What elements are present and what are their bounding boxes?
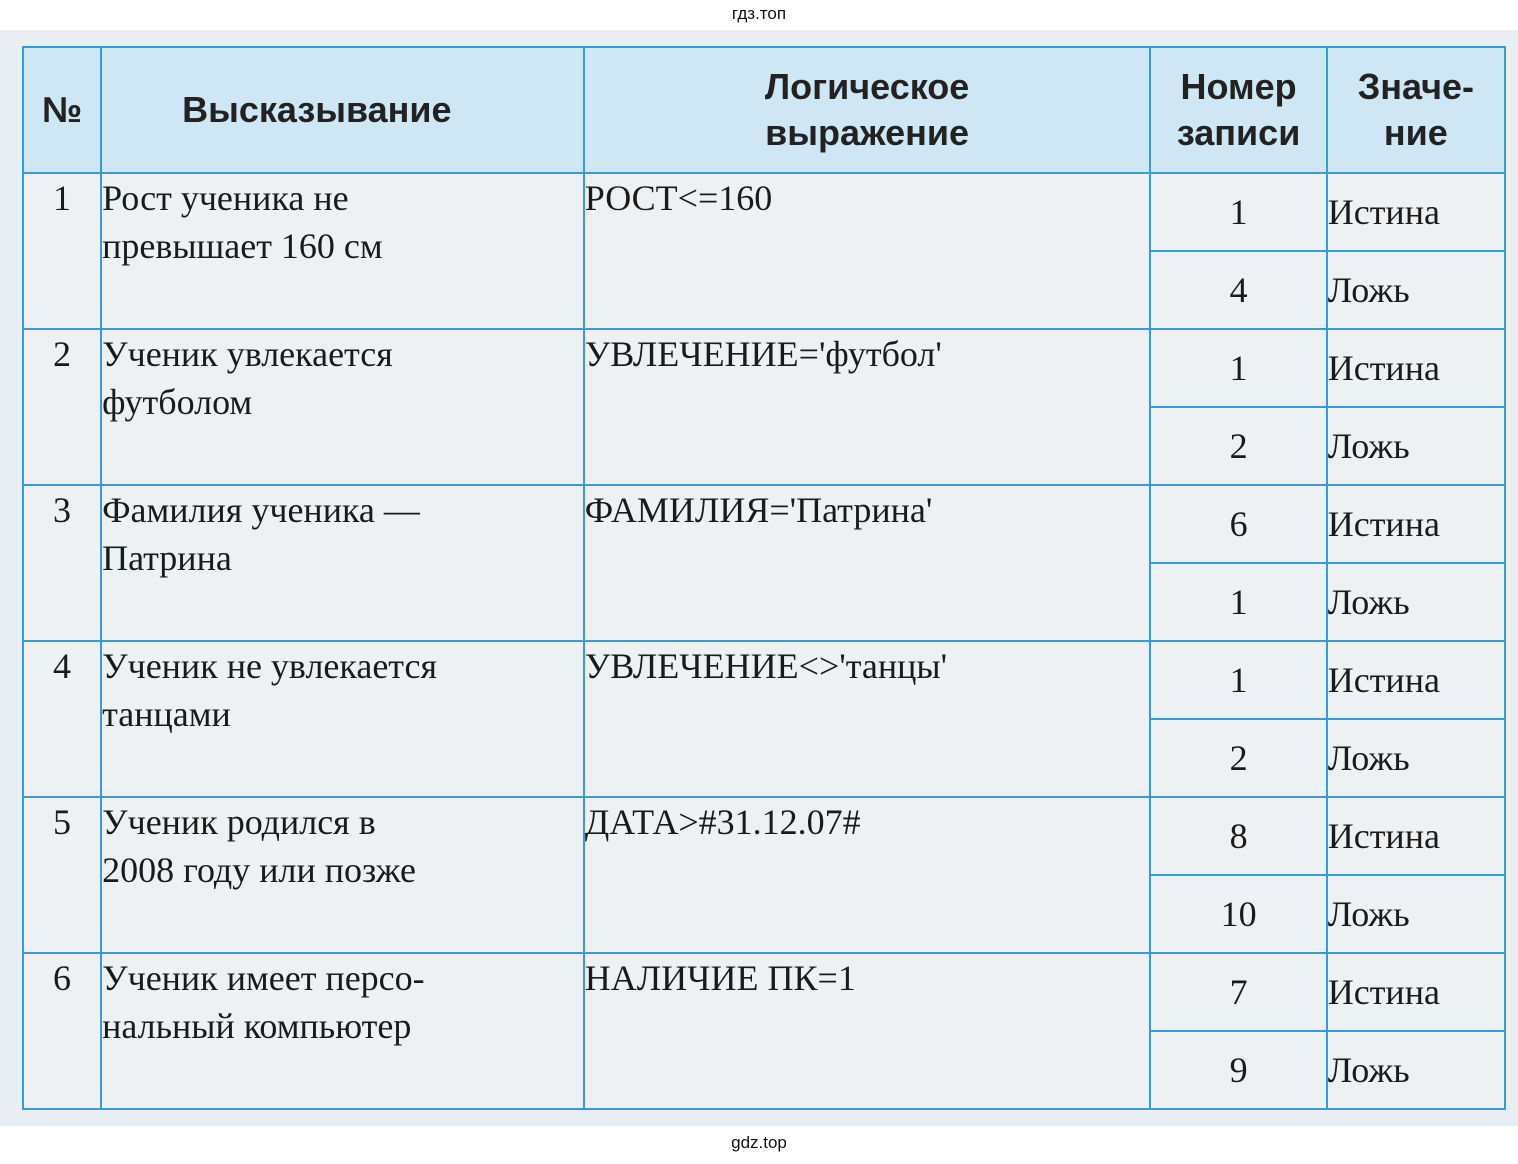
table-body <box>23 173 1505 1109</box>
row-expression: НАЛИЧИЕ ПК=1 <box>584 953 1151 1109</box>
table-row <box>23 641 1505 719</box>
record-number: 6 <box>1150 485 1326 563</box>
row-statement <box>101 485 584 641</box>
row-expression: ФАМИЛИЯ='Патрина' <box>584 485 1151 641</box>
header-value-line2: ние <box>1383 112 1448 153</box>
result-value: Истина <box>1327 485 1505 563</box>
statement-line2: нальный компьютер <box>102 1006 412 1046</box>
statement-line1: Ученик имеет персо- <box>102 958 425 998</box>
watermark-top: гдз.топ <box>731 4 787 23</box>
row-statement <box>101 953 584 1109</box>
row-expression: ДАТА>#31.12.07# <box>584 797 1151 953</box>
statement-line1: Рост ученика не <box>102 178 349 218</box>
header-expression <box>584 47 1151 173</box>
result-value: Ложь <box>1327 719 1505 797</box>
result-value: Ложь <box>1327 251 1505 329</box>
record-number: 1 <box>1150 641 1326 719</box>
watermark-bottom: gdz.top <box>731 1133 787 1152</box>
record-number: 10 <box>1150 875 1326 953</box>
statement-line1: Ученик не увлекается <box>102 646 438 686</box>
row-number: 2 <box>23 329 101 485</box>
table-row <box>23 329 1505 407</box>
row-expression: РОСТ<=160 <box>584 173 1151 329</box>
result-value: Истина <box>1327 329 1505 407</box>
record-number: 7 <box>1150 953 1326 1031</box>
row-number: 4 <box>23 641 101 797</box>
table-row <box>23 953 1505 1031</box>
table-row <box>23 797 1505 875</box>
result-value: Ложь <box>1327 407 1505 485</box>
header-expression-line2: выражение <box>765 112 970 153</box>
record-number: 1 <box>1150 173 1326 251</box>
row-number: 1 <box>23 173 101 329</box>
record-number: 1 <box>1150 563 1326 641</box>
statement-line2: 2008 году или позже <box>102 850 416 890</box>
result-value: Истина <box>1327 797 1505 875</box>
row-number: 5 <box>23 797 101 953</box>
statement-line2: футболом <box>102 382 253 422</box>
table-row <box>23 173 1505 251</box>
result-value: Ложь <box>1327 563 1505 641</box>
header-number: № <box>23 47 101 173</box>
row-expression: УВЛЕЧЕНИЕ<>'танцы' <box>584 641 1151 797</box>
row-number: 3 <box>23 485 101 641</box>
result-value: Истина <box>1327 641 1505 719</box>
record-number: 4 <box>1150 251 1326 329</box>
record-number: 2 <box>1150 719 1326 797</box>
result-value: Истина <box>1327 953 1505 1031</box>
statement-line1: Фамилия ученика — <box>102 490 420 530</box>
row-statement <box>101 797 584 953</box>
row-expression: УВЛЕЧЕНИЕ='футбол' <box>584 329 1151 485</box>
header-record-line1: Номер <box>1180 66 1297 107</box>
result-value: Ложь <box>1327 1031 1505 1109</box>
table-header <box>23 47 1505 173</box>
header-expression-line1: Логическое <box>764 66 970 107</box>
result-value: Ложь <box>1327 875 1505 953</box>
header-statement: Высказывание <box>101 47 584 173</box>
textbook-page <box>0 30 1518 1126</box>
table-row <box>23 485 1505 563</box>
record-number: 1 <box>1150 329 1326 407</box>
row-number: 6 <box>23 953 101 1109</box>
header-value <box>1327 47 1505 173</box>
record-number: 2 <box>1150 407 1326 485</box>
statement-line1: Ученик родился в <box>102 802 376 842</box>
row-statement <box>101 173 584 329</box>
result-value: Истина <box>1327 173 1505 251</box>
row-statement <box>101 641 584 797</box>
statement-line2: танцами <box>102 694 231 734</box>
header-value-line1: Значе- <box>1357 66 1475 107</box>
statement-line2: превышает 160 см <box>102 226 383 266</box>
row-statement <box>101 329 584 485</box>
record-number: 8 <box>1150 797 1326 875</box>
header-record-line2: записи <box>1176 112 1301 153</box>
record-number: 9 <box>1150 1031 1326 1109</box>
statement-line2: Патрина <box>102 538 232 578</box>
logic-expressions-table <box>22 46 1506 1110</box>
header-record <box>1150 47 1326 173</box>
statement-line1: Ученик увлекается <box>102 334 393 374</box>
